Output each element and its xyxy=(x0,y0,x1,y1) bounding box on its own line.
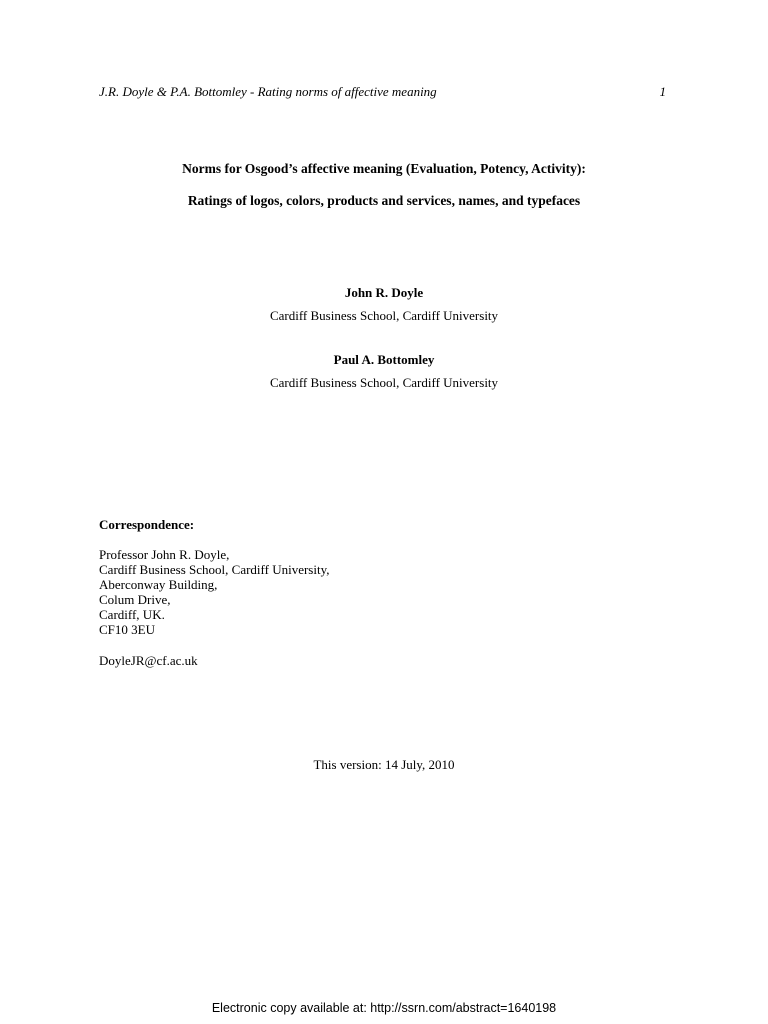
author-2-name: Paul A. Bottomley xyxy=(333,352,435,367)
page-number: 1 xyxy=(659,84,666,99)
author-2-affiliation: Cardiff Business School, Cardiff University xyxy=(269,375,499,390)
author-1-affiliation: Cardiff Business School, Cardiff University xyxy=(269,308,499,323)
address-line: Professor John R. Doyle, xyxy=(99,547,230,562)
address-line: Aberconway Building, xyxy=(99,577,218,592)
paper-title-line-2: Ratings of logos, colors, products and services, names, and typefaces xyxy=(187,193,581,208)
address-line: Cardiff Business School, Cardiff University, xyxy=(99,562,330,577)
correspondence-heading: Correspondence: xyxy=(99,517,195,532)
correspondence-address xyxy=(99,547,330,637)
address-line: Cardiff, UK. xyxy=(99,607,165,622)
author-1-name: John R. Doyle xyxy=(344,285,424,300)
address-line: Colum Drive, xyxy=(99,592,171,607)
paper-title-line-1: Norms for Osgood’s affective meaning (Evaluation, Potency, Activity): xyxy=(182,161,586,176)
version-date: This version: 14 July, 2010 xyxy=(313,757,455,772)
running-header: J.R. Doyle & P.A. Bottomley - Rating norms of affective meaning xyxy=(99,84,437,99)
ssrn-footer-link[interactable]: Electronic copy available at: http://ssrn.com/abstract=1640198 xyxy=(211,1001,557,1015)
address-line: CF10 3EU xyxy=(99,622,155,637)
correspondence-email[interactable]: DoyleJR@cf.ac.uk xyxy=(99,653,198,668)
